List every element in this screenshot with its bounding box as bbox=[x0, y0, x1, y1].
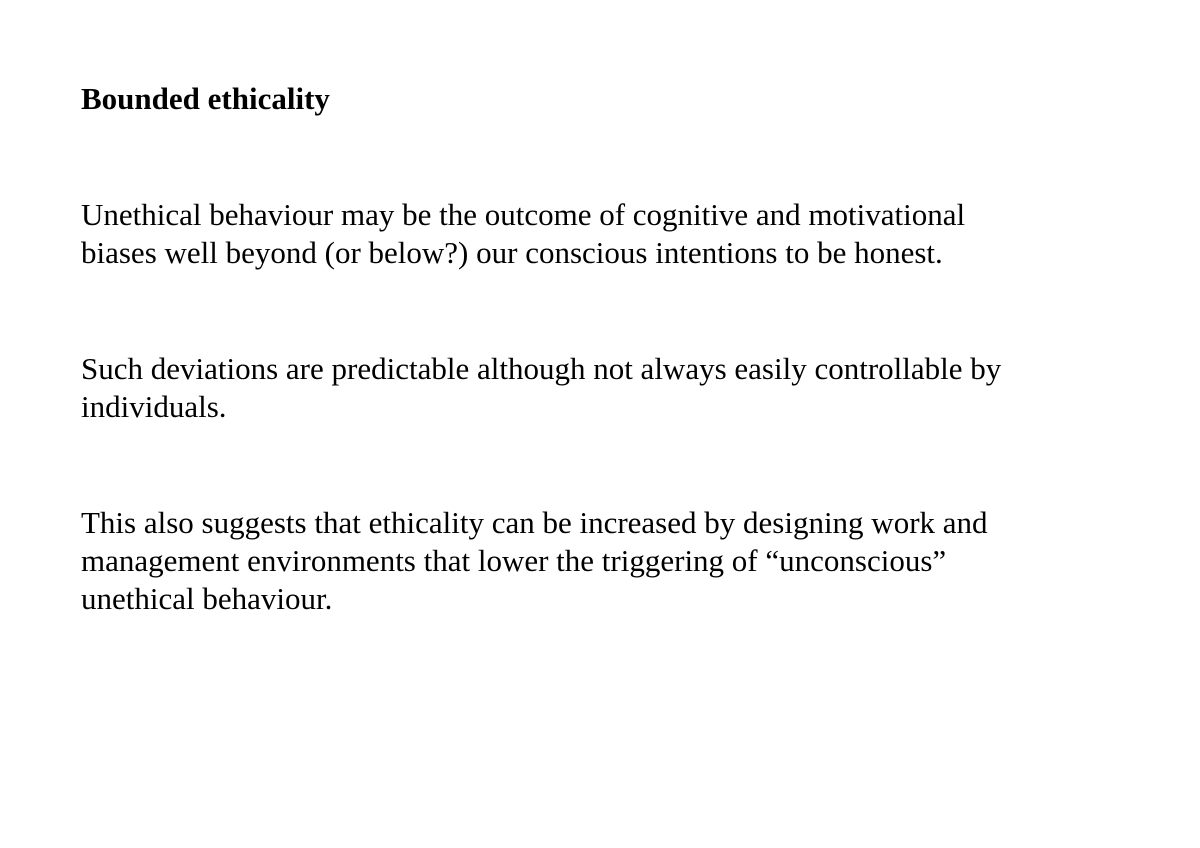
paragraph-line: This also suggests that ethicality can be increased by designing work and bbox=[81, 505, 988, 540]
paragraph-line: biases well beyond (or below?) our conscious intentions to be honest. bbox=[81, 235, 943, 270]
paragraph-ethicality-increase bbox=[81, 504, 1161, 618]
slide-title: Bounded ethicality bbox=[81, 81, 330, 116]
paragraph-line: individuals. bbox=[81, 389, 227, 424]
paragraph-line: Unethical behaviour may be the outcome of cognitive and motivational bbox=[81, 197, 966, 232]
paragraph-line: management environments that lower the triggering of “unconscious” bbox=[81, 543, 947, 578]
paragraph-deviations bbox=[81, 350, 1161, 426]
paragraph-unethical-behaviour bbox=[81, 196, 1161, 272]
paragraph-line: Such deviations are predictable although not always easily controllable by bbox=[81, 351, 1002, 386]
paragraph-line: unethical behaviour. bbox=[81, 581, 333, 616]
